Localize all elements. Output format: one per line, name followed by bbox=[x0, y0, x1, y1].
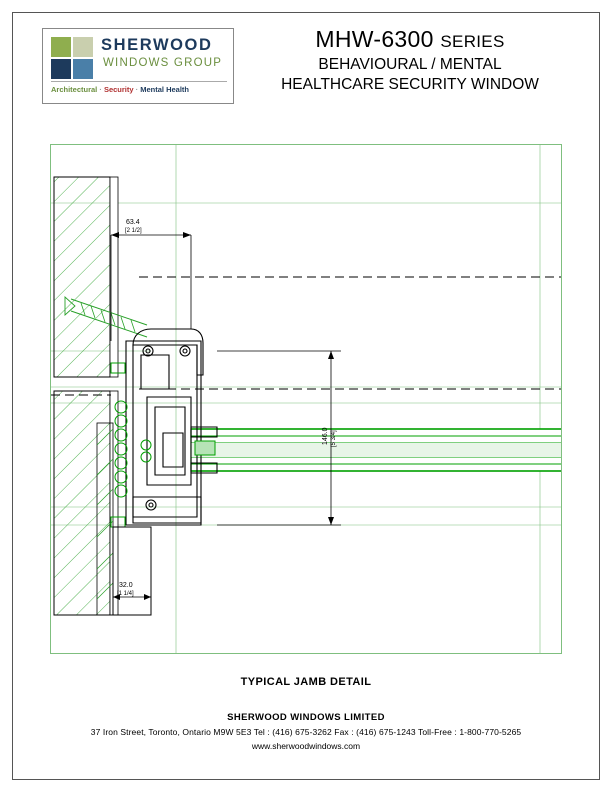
dimension-146-0-value: 146.0 bbox=[322, 427, 329, 445]
drawing-caption: TYPICAL JAMB DETAIL bbox=[240, 676, 372, 688]
logo-title: SHERWOOD bbox=[101, 36, 213, 54]
logo-tagline-security: Security bbox=[103, 85, 134, 94]
logo-tagline-mental-health: Mental Health bbox=[140, 85, 190, 94]
product-title-line-2: BEHAVIOURAL / MENTAL bbox=[318, 56, 502, 73]
document-footer bbox=[0, 712, 612, 751]
jamb-detail-drawing bbox=[51, 145, 562, 654]
dimension-63-4 bbox=[111, 232, 191, 341]
product-title-line-1 bbox=[240, 26, 580, 53]
dimension-32-0-bracket: [1 1/4] bbox=[117, 591, 134, 597]
product-model: MHW-6300 bbox=[315, 26, 434, 52]
glazing-assembly bbox=[191, 429, 562, 471]
frame-profile bbox=[126, 329, 217, 525]
product-title-line-3: HEALTHCARE SECURITY WINDOW bbox=[281, 76, 539, 93]
logo-tagline bbox=[51, 85, 227, 94]
dimension-63-4-value: 63.4 bbox=[126, 219, 140, 226]
drawing-frame bbox=[50, 144, 562, 654]
company-logo bbox=[42, 28, 234, 104]
logo-tagline-sep-1: · bbox=[99, 85, 102, 94]
wall-hatch-lower bbox=[54, 391, 110, 615]
dimension-63-4-bracket: [2 1/2] bbox=[125, 228, 142, 234]
logo-swatch-4 bbox=[73, 59, 93, 79]
base-plate bbox=[113, 527, 151, 615]
dimension-146-0-bracket: [5 3/4] bbox=[331, 430, 337, 447]
glass-interlayer bbox=[191, 443, 562, 457]
logo-swatch-1 bbox=[51, 37, 71, 57]
logo-swatch-3 bbox=[51, 59, 71, 79]
footer-company-name: SHERWOOD WINDOWS LIMITED bbox=[227, 712, 385, 723]
logo-tagline-architectural: Architectural bbox=[51, 85, 98, 94]
dimension-32-0-value: 32.0 bbox=[119, 582, 133, 589]
reference-dashed-lines bbox=[51, 277, 562, 395]
footer-address: 37 Iron Street, Toronto, Ontario M9W 5E3 Tel : (416) 675-3262 Fax : (416) 675-1243 Toll-Free : 1-800-770-5265 bbox=[90, 727, 522, 737]
logo-swatch-2 bbox=[73, 37, 93, 57]
logo-subtitle: WINDOWS GROUP bbox=[103, 57, 223, 69]
logo-swatch-grid bbox=[51, 37, 95, 81]
document-header bbox=[30, 26, 582, 112]
dimension-32-0 bbox=[113, 594, 151, 615]
logo-divider bbox=[51, 81, 227, 82]
title-block bbox=[240, 26, 580, 94]
product-series: SERIES bbox=[440, 32, 505, 51]
logo-tagline-sep-2: · bbox=[135, 85, 139, 94]
footer-website[interactable]: www.sherwoodwindows.com bbox=[251, 741, 361, 751]
wall-hatch-upper bbox=[54, 177, 110, 377]
